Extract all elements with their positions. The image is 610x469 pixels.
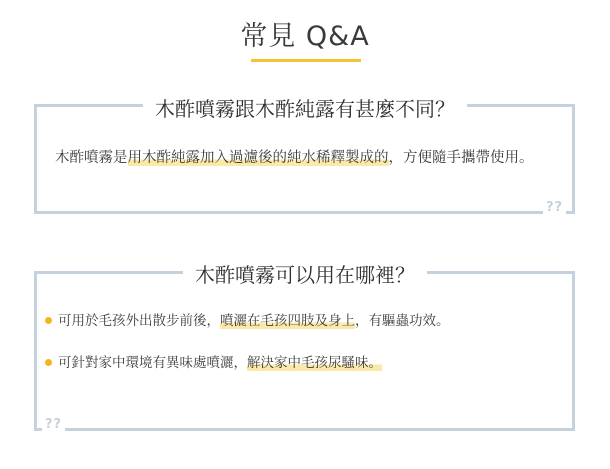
- question-mark-decoration: ??: [543, 200, 566, 215]
- qa-question-1: 木酢噴霧跟木酢純露有甚麼不同？: [0, 93, 610, 122]
- answer-highlight: 用木酢純露加入過濾後的純水稀釋製成的: [127, 150, 389, 166]
- title-underline: [251, 59, 361, 62]
- page-title: 常見 Q&A: [240, 21, 370, 52]
- bullet-dot-icon: [45, 359, 52, 366]
- bullet-dot-icon: [45, 317, 52, 324]
- bullet-highlight: 噴灑在毛孩四肢及身上: [220, 313, 355, 329]
- question-mark-decoration: ??: [42, 417, 65, 432]
- bullet-item-1: 可用於毛孩外出散步前後，噴灑在毛孩四肢及身上，有驅蟲功效。: [45, 310, 450, 332]
- qa-answer-1: 木酢噴霧是用木酢純露加入過濾後的純水稀釋製成的，方便隨手攜帶使用。: [55, 150, 534, 166]
- bullet-item-2: 可針對家中環境有異味處噴灑，解決家中毛孩尿騷味。: [45, 352, 382, 374]
- bullet-highlight: 解決家中毛孩尿騷味。: [247, 355, 382, 371]
- qa-question-2: 木酢噴霧可以用在哪裡？: [0, 259, 610, 288]
- qa-card-2: [34, 271, 575, 431]
